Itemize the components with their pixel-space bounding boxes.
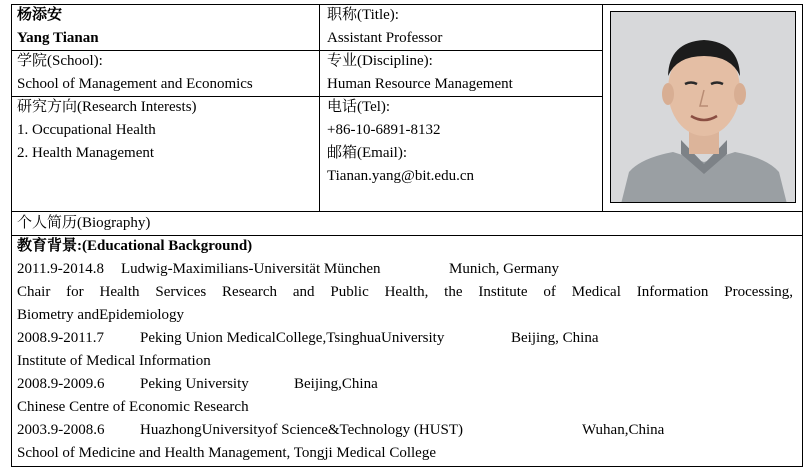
education-heading: 教育背景:(Educational Background) <box>17 238 253 254</box>
education-unit: Chinese Centre of Economic Research <box>17 399 249 415</box>
table-border-top <box>11 4 803 5</box>
table-border-left <box>11 4 12 467</box>
portrait-icon <box>611 12 796 203</box>
title-value: Assistant Professor <box>327 30 443 46</box>
portrait-photo <box>610 11 796 203</box>
name-chinese: 杨添安 <box>17 7 63 23</box>
education-institution: Ludwig-Maximilians-Universität München <box>121 261 381 277</box>
column-divider-photo <box>602 4 603 212</box>
tel-label: 电话(Tel): <box>327 99 391 115</box>
tel-value: +86-10-6891-8132 <box>327 122 441 138</box>
education-unit: School of Medicine and Health Management, Tongji Medical College <box>17 445 436 461</box>
education-period: 2011.9-2014.8 <box>17 261 104 277</box>
biography-header: 个人简历(Biography) <box>17 215 151 231</box>
education-period: 2008.9-2009.6 <box>17 376 105 392</box>
name-english: Yang Tianan <box>17 30 99 46</box>
education-location: Beijing,China <box>294 376 378 392</box>
education-unit: Chair for Health Services Research and Public Health, the Institute of Medical Information Processing, <box>17 284 793 300</box>
education-institution: Peking University <box>140 376 249 392</box>
email-value[interactable]: Tianan.yang@bit.edu.cn <box>327 168 474 184</box>
education-institution: HuazhongUniversityof Science&Technology (HUST) <box>140 422 464 438</box>
email-label: 邮箱(Email): <box>327 145 407 161</box>
education-period: 2008.9-2011.7 <box>17 330 104 346</box>
table-border-bottom <box>11 466 803 467</box>
education-location: Beijing, China <box>511 330 599 346</box>
education-unit-continued: Biometry andEpidemiology <box>17 307 185 323</box>
research-interest-item: 2. Health Management <box>17 145 155 161</box>
discipline-value: Human Resource Management <box>327 76 513 92</box>
education-period: 2003.9-2008.6 <box>17 422 105 438</box>
research-interests-label: 研究方向(Research Interests) <box>17 99 197 115</box>
title-label: 职称(Title): <box>327 7 399 23</box>
school-label: 学院(School): <box>17 53 103 69</box>
column-divider-middle <box>319 4 320 212</box>
school-value: School of Management and Economics <box>17 76 253 92</box>
research-interest-item: 1. Occupational Health <box>17 122 156 138</box>
education-institution: Peking Union MedicalCollege,TsinghuaUniversity <box>140 330 445 346</box>
education-location: Wuhan,China <box>582 422 665 438</box>
education-unit: Institute of Medical Information <box>17 353 211 369</box>
table-border-right <box>802 4 803 467</box>
education-location: Munich, Germany <box>449 261 559 277</box>
discipline-label: 专业(Discipline): <box>327 53 433 69</box>
